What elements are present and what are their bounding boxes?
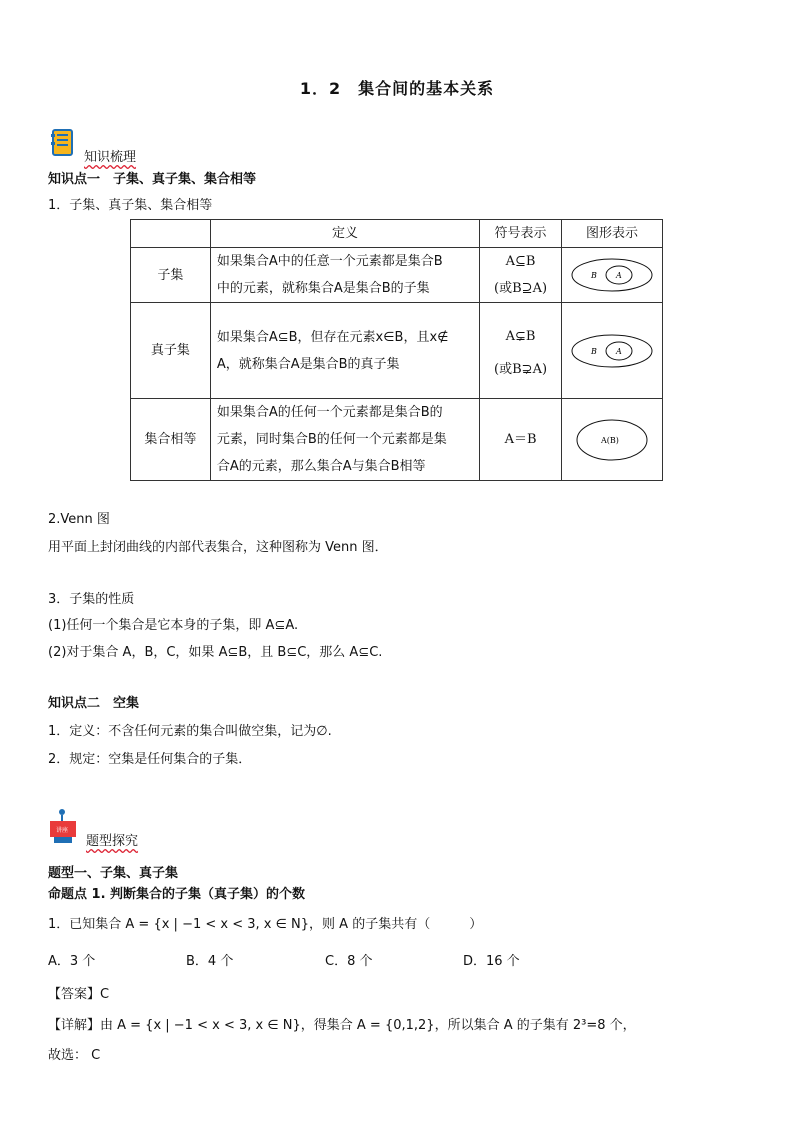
type-heading-1: 题型一、子集、真子集	[48, 866, 179, 881]
venn-heading: 2.Venn 图	[48, 512, 110, 527]
table-header: 定义	[210, 220, 479, 248]
definition-line: 中的元素，就称集合A是集合B的子集	[216, 281, 430, 296]
definition-line: 如果集合A的任何一个元素都是集合B的	[216, 405, 443, 420]
table-header: 符号表示	[480, 220, 562, 248]
row-symbol: A＝B	[480, 399, 562, 481]
venn-inner-label: A	[615, 346, 622, 356]
symbol-line: A⊊B	[505, 329, 536, 344]
definition-line: 元素，同时集合B的任何一个元素都是集	[216, 432, 447, 447]
option-c: C．8 个	[325, 954, 373, 969]
table-header	[131, 220, 211, 248]
proposition-heading-1: 命题点 1. 判断集合的子集（真子集）的个数	[48, 887, 306, 902]
symbol-line: A⊆B	[505, 254, 536, 269]
venn-diagram-subset	[568, 257, 656, 293]
row-symbol	[480, 248, 562, 303]
definition-line: 如果集合A中的任意一个元素都是集合B	[216, 254, 443, 269]
empty-set-rule: 2．规定：空集是任何集合的子集．	[48, 752, 252, 767]
venn-diagram-proper-subset	[568, 333, 656, 369]
venn-inner-label: A	[615, 271, 622, 280]
option-b: B．4 个	[186, 954, 234, 969]
definition-line: 如果集合A⊆B，但存在元素x∈B，且x∉	[216, 329, 449, 345]
empty-set-definition: 1．定义：不含任何元素的集合叫做空集，记为∅.	[48, 724, 332, 739]
venn-label: A(B)	[600, 435, 619, 445]
table-header: 图形表示	[561, 220, 662, 248]
choose: 故选： C	[48, 1048, 101, 1063]
section-label-types: 题型探究	[86, 834, 139, 849]
page-title: 1．2 集合间的基本关系	[299, 79, 495, 98]
definition-line: 合A的元素，那么集合A与集合B相等	[216, 459, 426, 474]
symbol-line: (或B⊋A)	[494, 362, 548, 377]
detail: 【详解】由 A = {x | −1 < x < 3, x ∈ N}，得集合 A = {0,1,2}，所以集合 A 的子集有 2³=8 个，	[48, 1018, 636, 1033]
book-icon	[50, 128, 76, 162]
table-row	[131, 399, 663, 481]
knowledge-table	[130, 219, 663, 481]
table-header-row	[131, 220, 663, 248]
row-diagram	[561, 399, 662, 481]
row-name: 真子集	[131, 303, 211, 399]
row-name: 集合相等	[131, 399, 211, 481]
row-name: 子集	[131, 248, 211, 303]
row-definition	[210, 248, 479, 303]
knowledge-point-1: 知识点一 子集、真子集、集合相等	[48, 172, 257, 187]
venn-outer-label: B	[590, 346, 597, 356]
definition-line: A，就称集合A是集合B的真子集	[216, 356, 400, 372]
option-a: A．3 个	[48, 954, 96, 969]
answer: 【答案】C	[48, 987, 110, 1002]
venn-diagram-equal	[568, 417, 656, 463]
row-symbol	[480, 303, 562, 399]
row-diagram	[561, 303, 662, 399]
table-row	[131, 248, 663, 303]
row-definition	[210, 399, 479, 481]
lectern-icon	[48, 808, 84, 850]
lectern-badge: 讲座	[56, 827, 69, 834]
venn-text: 用平面上封闭曲线的内部代表集合，这种图称为 Venn 图．	[48, 540, 388, 555]
property-1: (1)任何一个集合是它本身的子集，即 A⊆A.	[48, 618, 299, 633]
item-1-heading: 1．子集、真子集、集合相等	[48, 198, 213, 213]
property-heading: 3．子集的性质	[48, 592, 135, 607]
venn-outer-label: B	[590, 271, 597, 280]
question-1: 1．已知集合 A = {x | −1 < x < 3, x ∈ N}，则 A 的子集共有（ ）	[48, 917, 483, 932]
knowledge-point-2: 知识点二 空集	[48, 696, 140, 711]
table-row	[131, 303, 663, 399]
option-d: D．16 个	[463, 954, 520, 969]
property-2: (2)对于集合 A，B，C，如果 A⊆B，且 B⊆C，那么 A⊆C.	[48, 645, 383, 660]
row-diagram	[561, 248, 662, 303]
section-label-knowledge: 知识梳理	[84, 150, 137, 165]
symbol-line: (或B⊇A)	[494, 281, 548, 296]
row-definition	[210, 303, 479, 399]
